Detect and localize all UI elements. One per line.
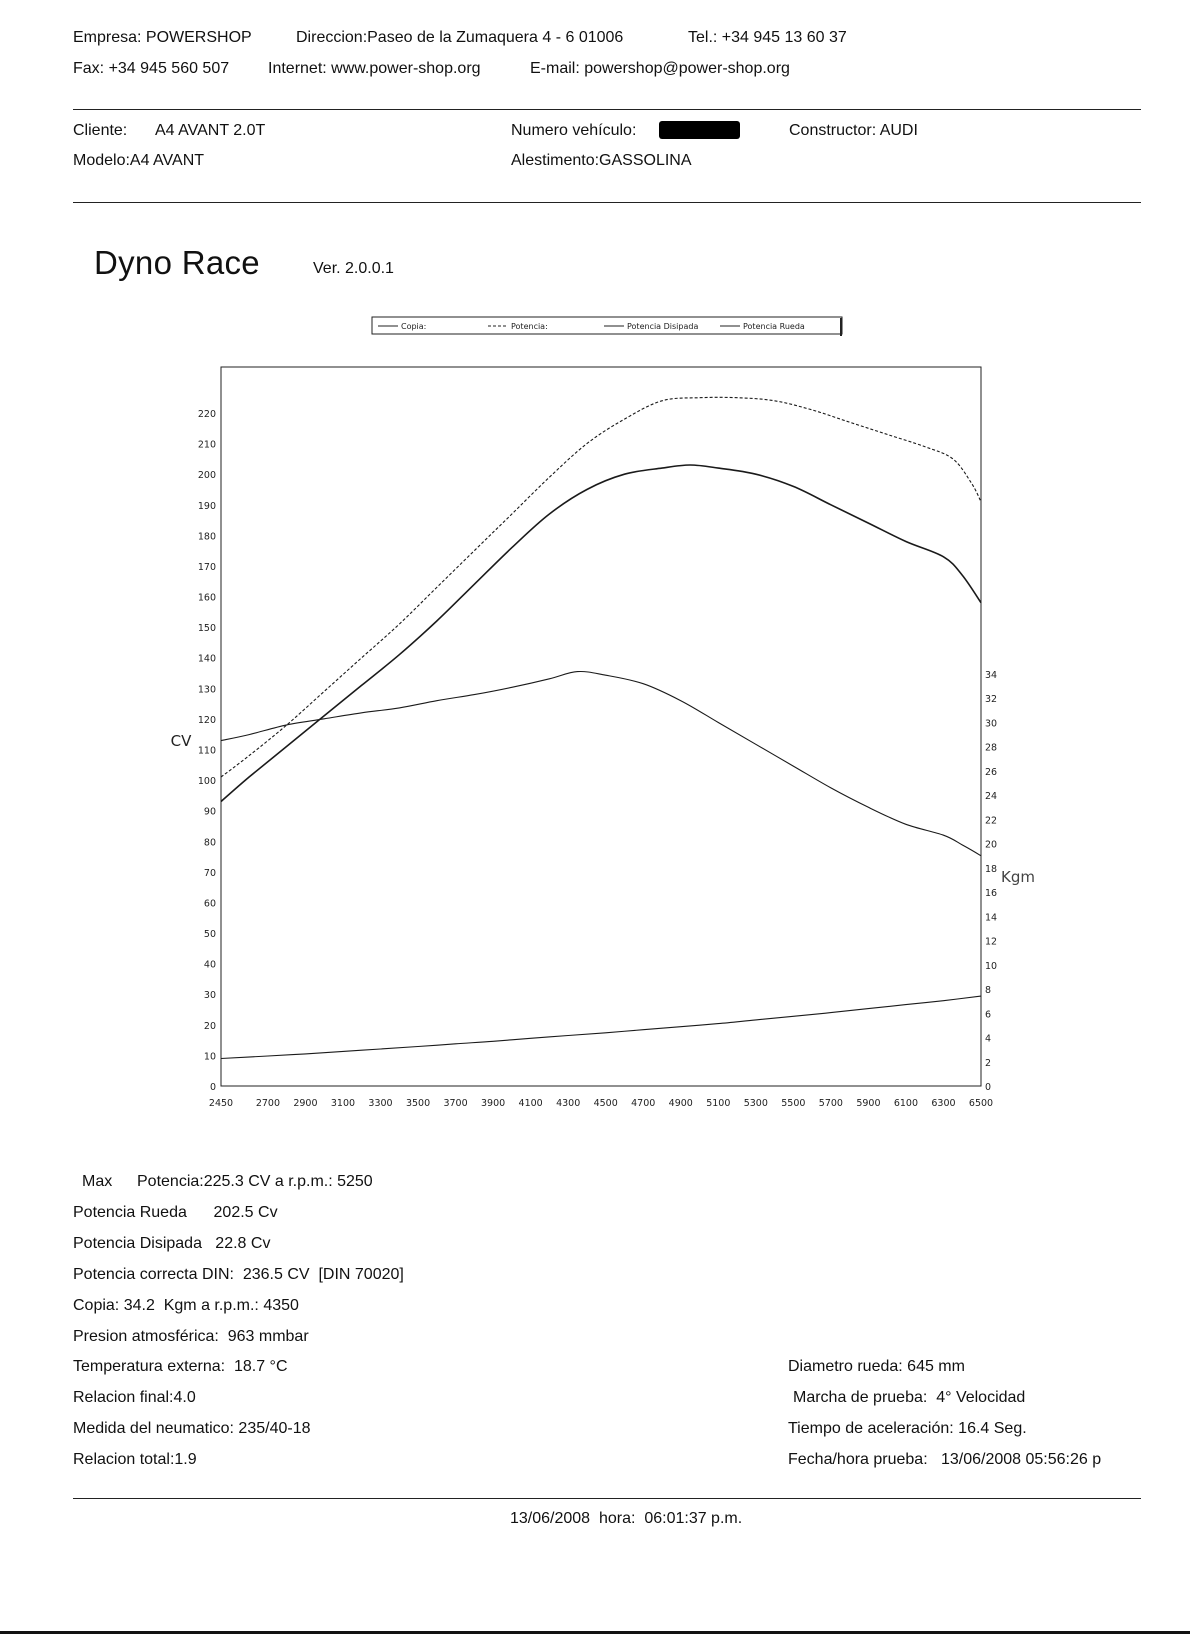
test-datetime: Fecha/hora prueba: 13/06/2008 05:56:26 p — [788, 1451, 1102, 1468]
y-left-tick-label: 100 — [197, 776, 216, 788]
total-ratio: Relacion total:1.9 — [73, 1451, 197, 1468]
dissipated-power: Potencia Disipada 22.8 Cv — [73, 1235, 271, 1252]
y-left-tick-label: 140 — [197, 653, 216, 665]
x-tick-label: 2450 — [208, 1098, 234, 1109]
y-right-tick-label: 28 — [985, 742, 998, 754]
print-timestamp: 13/06/2008 hora: 06:01:37 p.m. — [510, 1510, 743, 1527]
legend-entry: Potencia Rueda — [743, 322, 805, 331]
chart-axes — [171, 367, 1035, 1109]
company-email: E-mail: powershop@power-shop.org — [530, 60, 790, 77]
company-phone: Tel.: +34 945 13 60 37 — [688, 29, 847, 46]
y-right-tick-label: 32 — [985, 694, 998, 706]
client-label: Cliente: — [73, 122, 128, 139]
atmospheric-pressure: Presion atmosférica: 963 mmbar — [73, 1328, 309, 1345]
max-torque: Copia: 34.2 Kgm a r.p.m.: 4350 — [73, 1297, 299, 1314]
y-left-tick-label: 20 — [203, 1020, 216, 1032]
y-right-tick-label: 0 — [985, 1082, 992, 1093]
y-right-tick-label: 4 — [985, 1033, 992, 1045]
y-right-axis-label: Kgm — [1001, 868, 1035, 886]
app-title: Dyno Race — [94, 244, 260, 281]
x-tick-label: 3100 — [330, 1098, 356, 1109]
app-version: Ver. 2.0.0.1 — [313, 260, 394, 277]
y-left-tick-label: 30 — [203, 990, 216, 1002]
y-right-tick-label: 18 — [985, 863, 998, 875]
y-left-tick-label: 200 — [197, 470, 216, 482]
company-address: Direccion:Paseo de la Zumaquera 4 - 6 01006 — [296, 29, 624, 46]
max-label: Max — [82, 1173, 113, 1190]
x-tick-label: 6500 — [968, 1098, 994, 1109]
y-right-tick-label: 10 — [985, 960, 998, 972]
x-tick-label: 3900 — [481, 1098, 506, 1109]
y-left-tick-label: 50 — [203, 929, 216, 941]
redacted-vehicle-number — [659, 121, 740, 139]
y-left-tick-label: 210 — [197, 439, 216, 451]
legend-entry: Potencia Disipada — [627, 322, 699, 331]
y-right-tick-label: 20 — [985, 839, 998, 851]
y-right-tick-label: 34 — [985, 670, 998, 681]
series-line-copia — [221, 671, 981, 855]
x-tick-label: 4900 — [668, 1098, 693, 1109]
company-website: Internet: www.power-shop.org — [268, 60, 481, 77]
test-gear: Marcha de prueba: 4° Velocidad — [793, 1389, 1026, 1406]
y-left-tick-label: 170 — [197, 561, 216, 573]
vehicle-divider — [73, 202, 1141, 203]
vehicle-number-label: Numero vehículo: — [511, 122, 637, 139]
x-tick-label: 3300 — [368, 1098, 393, 1109]
x-tick-label: 6100 — [893, 1098, 919, 1109]
y-left-tick-label: 180 — [197, 531, 216, 543]
y-right-tick-label: 8 — [985, 985, 992, 997]
x-tick-label: 4700 — [631, 1098, 656, 1109]
acceleration-time: Tiempo de aceleración: 16.4 Seg. — [788, 1420, 1027, 1437]
y-left-axis-label: CV — [170, 732, 192, 750]
legend-entry: Copia: — [401, 322, 427, 331]
y-left-tick-label: 150 — [197, 623, 216, 635]
y-right-tick-label: 24 — [985, 791, 998, 803]
y-left-tick-label: 0 — [209, 1082, 216, 1093]
x-tick-label: 5700 — [818, 1098, 843, 1109]
y-left-tick-label: 60 — [203, 898, 216, 910]
fuel-type: Alestimento:GASSOLINA — [511, 152, 692, 169]
chart-legend — [372, 317, 842, 336]
header-divider — [73, 109, 1141, 110]
y-left-tick-label: 160 — [197, 592, 216, 604]
y-left-tick-label: 120 — [197, 714, 216, 726]
final-ratio: Relacion final:4.0 — [73, 1389, 196, 1406]
y-right-tick-label: 22 — [985, 815, 998, 827]
y-left-tick-label: 90 — [203, 806, 216, 818]
external-temperature: Temperatura externa: 18.7 °C — [73, 1358, 288, 1375]
company-fax: Fax: +34 945 560 507 — [73, 60, 230, 77]
y-left-tick-label: 220 — [197, 409, 216, 420]
page-bottom-edge — [0, 1631, 1190, 1634]
x-tick-label: 4300 — [556, 1098, 581, 1109]
max-power: Potencia:225.3 CV a r.p.m.: 5250 — [137, 1173, 373, 1190]
x-tick-label: 5900 — [856, 1098, 881, 1109]
wheel-power: Potencia Rueda 202.5 Cv — [73, 1204, 278, 1221]
y-left-tick-label: 80 — [203, 837, 216, 849]
client-value: A4 AVANT 2.0T — [155, 122, 266, 139]
y-right-tick-label: 2 — [985, 1057, 992, 1069]
y-right-tick-label: 14 — [985, 912, 998, 924]
model-value: Modelo:A4 AVANT — [73, 152, 205, 169]
plot-frame — [221, 367, 981, 1086]
y-right-tick-label: 12 — [985, 936, 998, 948]
tire-size: Medida del neumatico: 235/40-18 — [73, 1420, 311, 1437]
x-tick-label: 5500 — [781, 1098, 806, 1109]
x-tick-label: 2700 — [255, 1098, 281, 1109]
series-line-potencia-disipada — [221, 996, 981, 1058]
x-tick-label: 4100 — [518, 1098, 543, 1109]
y-left-tick-label: 110 — [197, 745, 216, 757]
y-left-tick-label: 10 — [203, 1051, 216, 1063]
x-tick-label: 3500 — [405, 1098, 431, 1109]
legend-entry: Potencia: — [511, 322, 548, 331]
wheel-diameter: Diametro rueda: 645 mm — [788, 1358, 965, 1375]
chart-series — [221, 397, 981, 1058]
x-tick-label: 5300 — [743, 1098, 768, 1109]
dyno-chart — [0, 300, 1190, 1140]
y-left-tick-label: 70 — [203, 867, 216, 879]
x-tick-label: 6300 — [931, 1098, 956, 1109]
x-tick-label: 2900 — [293, 1098, 318, 1109]
din-power: Potencia correcta DIN: 236.5 CV [DIN 70020] — [73, 1266, 404, 1283]
x-tick-label: 3700 — [443, 1098, 468, 1109]
x-tick-label: 4500 — [593, 1098, 618, 1109]
y-left-tick-label: 40 — [203, 959, 216, 971]
x-tick-label: 5100 — [706, 1098, 731, 1109]
series-line-potencia-rueda — [221, 465, 981, 802]
company-name: Empresa: POWERSHOP — [73, 29, 252, 46]
footer-divider — [73, 1498, 1141, 1499]
series-line-potencia — [221, 397, 981, 777]
y-right-tick-label: 30 — [985, 718, 998, 730]
manufacturer: Constructor: AUDI — [789, 122, 918, 139]
y-right-tick-label: 26 — [985, 766, 998, 778]
y-left-tick-label: 130 — [197, 684, 216, 696]
y-right-tick-label: 16 — [985, 888, 998, 900]
y-right-tick-label: 6 — [985, 1009, 992, 1021]
y-left-tick-label: 190 — [197, 500, 216, 512]
